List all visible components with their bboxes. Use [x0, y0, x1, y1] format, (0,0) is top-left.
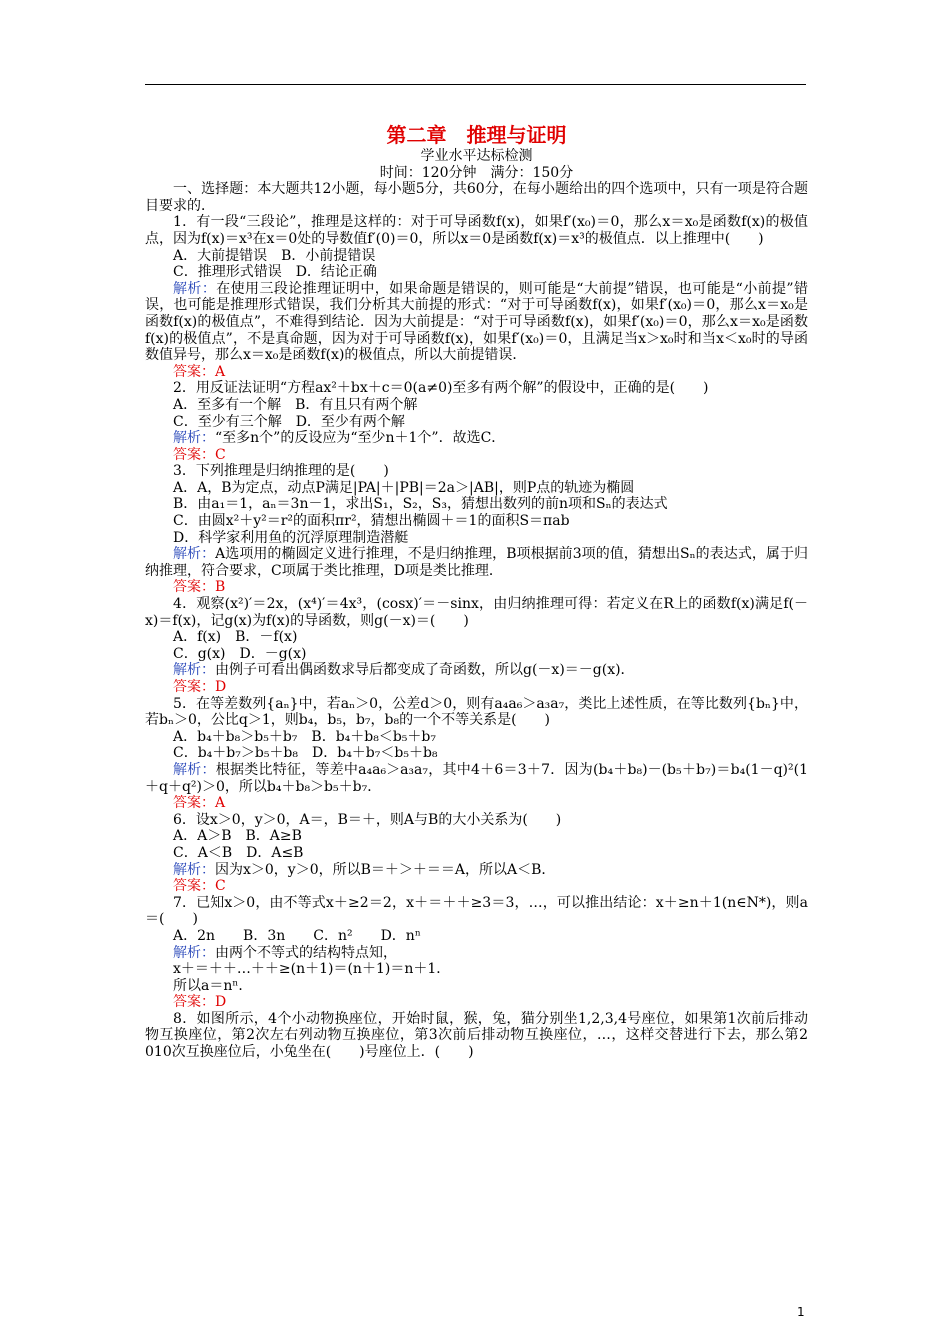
question-3-option-b: B．由a₁＝1，aₙ＝3n－1，求出S₁，S₂，S₃，猜想出数列的前n项和Sₙ的表达式 — [173, 496, 668, 513]
question-5-options-ab: A．b₄＋b₈＞b₅＋b₇ B．b₄＋b₈＜b₅＋b₇ — [173, 728, 436, 745]
question-1-options-cd: C．推理形式错误 D．结论正确 — [173, 264, 377, 281]
analysis-text: 根据类比特征，等差中a₄a₆＞a₃a₇，其中4＋6＝3＋7．因为(b₄＋b₈)－(b₅＋b₇)＝b₄(1－q)²(1＋q＋q²)＞0，所以b₄＋b₈＞b₅＋b₇． — [145, 761, 808, 795]
question-3-stem: 3．下列推理是归纳推理的是( ) — [173, 463, 389, 480]
analysis-text: “至多n个”的反设应为“至少n＋1个”．故选C． — [215, 430, 506, 447]
question-5-options-cd: C．b₄＋b₇＞b₅＋b₈ D．b₄＋b₇＜b₅＋b₈ — [173, 745, 438, 762]
question-6-analysis — [145, 862, 808, 879]
question-7-analysis-line-3: 所以a＝nⁿ． — [173, 977, 253, 994]
subtitle: 学业水平达标检测 — [420, 148, 533, 164]
analysis-text: 由例子可看出偶函数求导后都变成了奇函数，所以g(－x)＝－g(x)． — [215, 662, 635, 679]
question-2-analysis — [145, 430, 808, 447]
question-2-stem: 2．用反证法证明“方程ax²＋bx＋c＝0(a≠0)至多有两个解”的假设中，正确的是( ) — [173, 380, 709, 397]
question-3-option-a: A．A，B为定点，动点P满足|PA|＋|PB|＝2a＞|AB|，则P点的轨迹为椭圆 — [173, 479, 635, 496]
question-7-options: A．2n B．3n C．n² D．nⁿ — [173, 927, 421, 944]
section-heading: 一、选择题：本大题共12小题，每小题5分，共60分，在每小题给出的四个选项中，只有一项是符合题目要求的． — [145, 181, 808, 214]
question-6-options-cd: C．A＜B D．A≤B — [173, 844, 304, 861]
question-4-options-cd: C．g(x) D．－g(x) — [173, 645, 307, 662]
analysis-label: 解析： — [173, 662, 215, 679]
question-1-answer: 答案：A — [173, 363, 226, 380]
question-1-analysis — [145, 281, 808, 364]
question-3-option-d: D．科学家利用鱼的沉浮原理制造潜艇 — [173, 529, 409, 546]
analysis-label: 解析： — [173, 944, 215, 961]
question-6-options-ab: A．A＞B B．A≥B — [173, 828, 302, 845]
question-6-stem: 6．设x＞0，y＞0，A＝，B＝＋，则A与B的大小关系为( ) — [173, 811, 562, 828]
chapter-title: 第二章 推理与证明 — [386, 123, 567, 147]
question-1-options-ab: A．大前提错误 B．小前提错误 — [173, 247, 376, 264]
analysis-label: 解析： — [173, 761, 216, 778]
analysis-label: 解析： — [173, 280, 217, 297]
question-8-stem: 8．如图所示，4个小动物换座位，开始时鼠，猴，兔，猫分别坐1,2,3,4号座位，如果第1次前后排动物互换座位，第2次左右列动物互换座位，第3次前后排动物互换座位，…，这样交替进行下去，那么第2 010次互换座位后，小兔坐在( )号座位上．( ) — [145, 1010, 808, 1061]
question-4-analysis — [145, 662, 808, 679]
analysis-label: 解析： — [173, 861, 215, 878]
question-7-analysis — [145, 945, 808, 962]
question-5-answer: 答案：A — [173, 795, 226, 812]
question-4-options-ab: A．f(x) B．－f(x) — [173, 629, 298, 646]
question-4-stem: 4．观察(x²)′＝2x，(x⁴)′＝4x³，(cosx)′＝－sinx，由归纳推理可得：若定义在R上的函数f(x)满足f(－x)＝f(x)，记g(x)为f(x)的导函数，则g(－x)＝( ) — [145, 596, 808, 629]
question-6-answer: 答案：C — [173, 878, 226, 895]
time-info: 时间：120分钟 满分：150分 — [379, 164, 574, 181]
question-4-answer: 答案：D — [173, 679, 227, 695]
document-page — [145, 122, 808, 1061]
analysis-text: 由两个不等式的结构特点知， — [215, 944, 397, 961]
analysis-text: 因为x＞0，y＞0，所以B＝＋＞＋＝＝A，所以A＜B． — [215, 861, 556, 878]
analysis-text: 在使用三段论推理证明中，如果命题是错误的，则可能是“大前提”错误，也可能是“小前提”错误，也可能是推理形式错误，我们分析其大前提的形式：“对于可导函数f(x)，如果f′(x₀)＝0，那么x＝x₀是函数f(x)的极值点”，不难得到结论．因为大前提是：“对于可导函数f(x)，如果f′(x₀)＝0，那么x＝x₀是函数f(x)的极值点”，不是真命题，因为对于可导函数f(x)，如果f′(x₀)＝0，且满足当x＞x₀时和当x＜x₀时的导函数值异号，那么x＝x₀是函数f(x)的极值点，所以大前提错误． — [145, 280, 808, 364]
question-3-answer: 答案：B — [173, 579, 226, 596]
analysis-label: 解析： — [173, 546, 216, 563]
analysis-label: 解析： — [173, 430, 215, 447]
question-2-options-cd: C．至少有三个解 D．至少有两个解 — [173, 413, 405, 430]
question-3-option-c: C．由圆x²＋y²＝r²的面积πr²，猜想出椭圆＋＝1的面积S＝πab — [173, 513, 570, 530]
question-1-stem: 1．有一段“三段论”，推理是这样的：对于可导函数f(x)，如果f′(x₀)＝0，那么x＝x₀是函数f(x)的极值点，因为f(x)＝x³在x＝0处的导数值f′(0)＝0，所以x＝0是函数f(x)＝x³的极值点．以上推理中( ) — [145, 214, 808, 247]
question-7-analysis-line-2: x＋＝＋＋…＋＋≥(n＋1)＝(n＋1)＝n＋1． — [173, 961, 451, 978]
question-5-stem: 5．在等差数列{aₙ}中，若aₙ＞0，公差d＞0，则有a₄a₆＞a₃a₇，类比上述性质，在等比数列{bₙ}中，若bₙ＞0，公比q＞1，则b₄，b₅，b₇，b₈的一个不等关系是( ) — [145, 695, 808, 729]
header-rule — [145, 84, 806, 85]
question-7-stem: 7．已知x＞0，由不等式x＋≥2＝2，x＋＝＋＋≥3＝3，…，可以推出结论：x＋≥n＋1(n∈N*)，则a＝( ) — [145, 894, 808, 928]
question-2-answer: 答案：C — [173, 446, 226, 463]
analysis-text: A选项用的椭圆定义进行推理，不是归纳推理，B项根据前3项的值，猜想出Sₙ的表达式，属于归纳推理，符合要求，C项属于类比推理，D项是类比推理． — [145, 546, 809, 579]
question-5-analysis — [145, 762, 808, 795]
question-7-answer: 答案：D — [173, 994, 227, 1011]
question-3-analysis — [145, 546, 808, 579]
page-number: 1 — [797, 1305, 805, 1319]
question-2-options-ab: A．至多有一个解 B．有且只有两个解 — [173, 396, 418, 413]
